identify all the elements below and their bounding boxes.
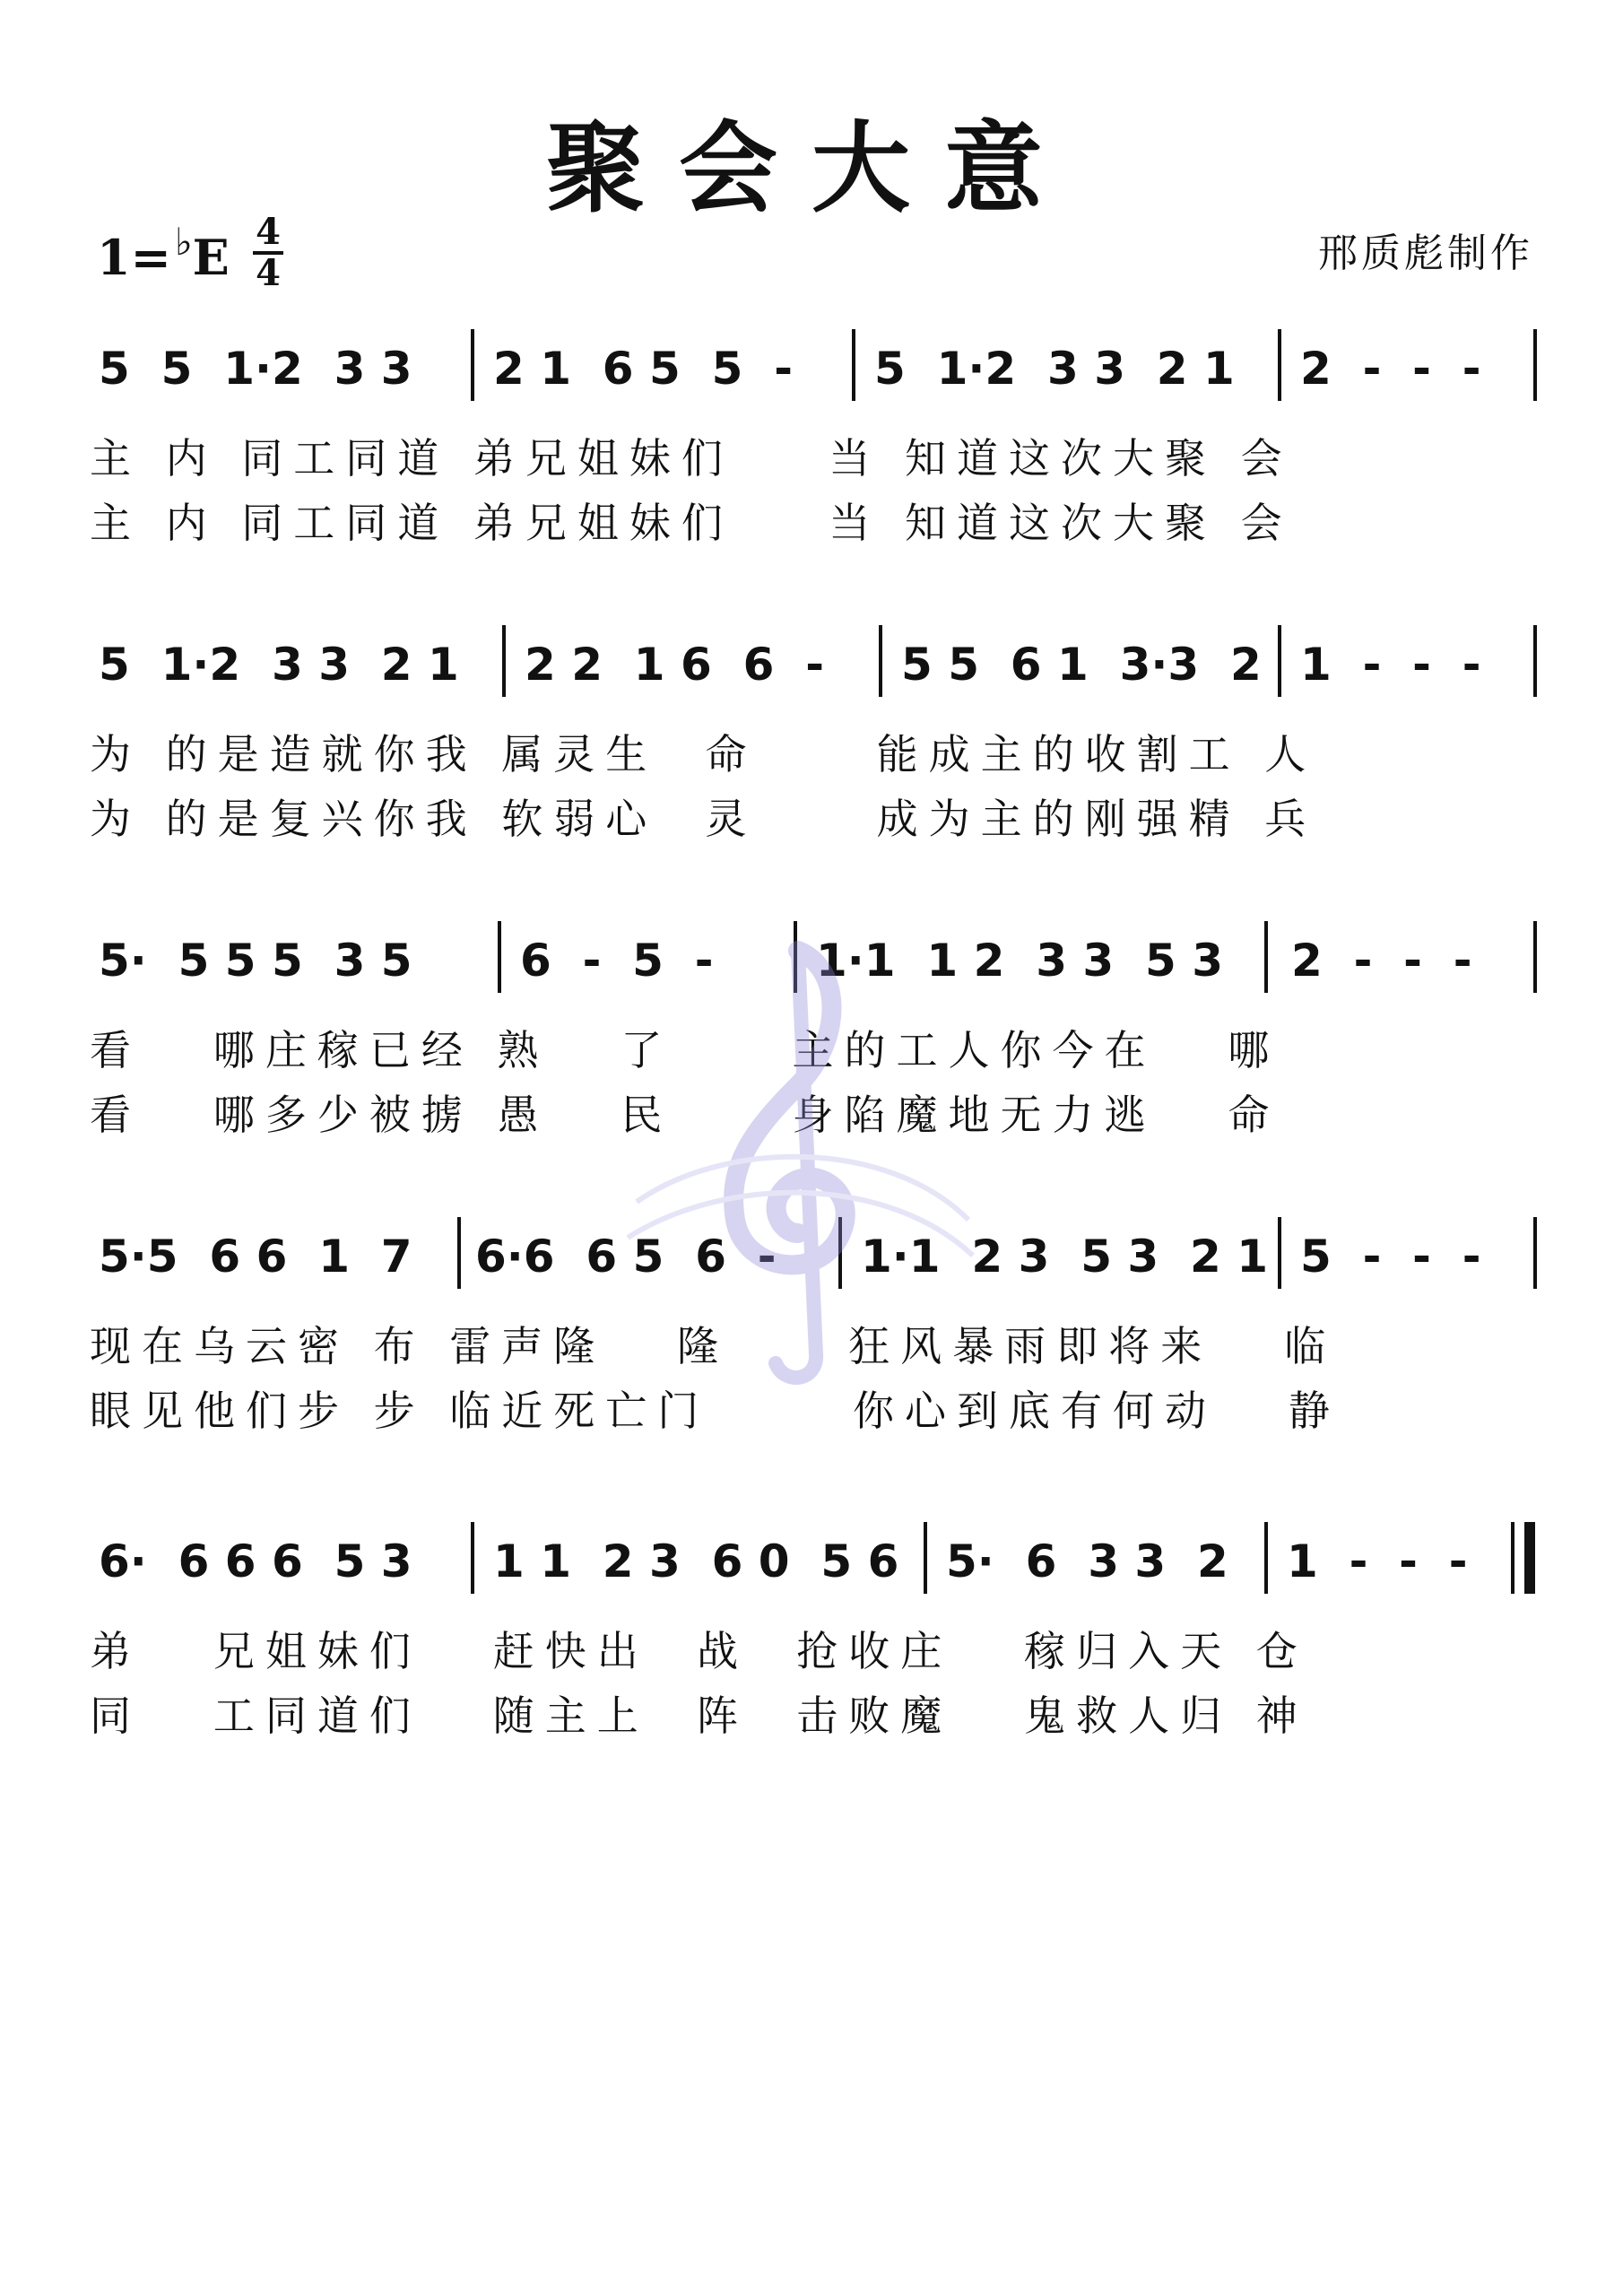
measure: 2 1 6 5 5 - [493,343,793,395]
measure: 5 5 1·2 3 3 [99,343,412,395]
measure: 5 1·2 3 3 2 1 [874,343,1235,395]
measure: 5 - - - [1300,1231,1481,1283]
barline [502,625,506,697]
key-signature [97,220,230,286]
measure: 5· 5 5 5 3 5 [99,935,412,987]
key-prefix: 1= [97,229,171,286]
time-signature [253,213,283,292]
barline [498,921,501,993]
measure: 6·6 6 5 6 - [475,1231,777,1283]
score-row [90,623,1542,851]
barline [1278,329,1281,401]
barline [1533,921,1537,993]
lyric-line: 看 哪多少被掳 愚 民 身陷魔地无力逃 命 [90,1091,1280,1139]
notation-line [90,623,1542,722]
final-barline-thin [1511,1522,1515,1594]
meter-top: 4 [256,211,281,253]
lyric-line: 弟 兄姐妹们 赶快出 战 抢收庄 稼归入天 仓 [90,1627,1308,1675]
lyric-line: 为 的是造就你我 属灵生 命 能成主的收割工 人 [90,730,1317,778]
barline [879,625,882,697]
barline [1278,1217,1281,1289]
notation-line [90,327,1542,426]
lyric-line: 同 工同道们 随主上 阵 击败魔 鬼救人归 神 [90,1692,1308,1740]
barline [1264,1522,1268,1594]
lyric-line: 现在乌云密 布 雷声隆 隆 狂风暴雨即将来 临 [90,1322,1337,1370]
barline [1264,921,1268,993]
notation-line [90,1520,1542,1619]
treble-clef-watermark-icon [619,933,977,1399]
measure: 5 1·2 3 3 2 1 [99,639,459,691]
author-credit: 邢质彪制作 [1318,230,1533,276]
lyric-line: 为 的是复兴你我 软弱心 灵 成为主的刚强精 兵 [90,795,1317,843]
barline [471,1522,474,1594]
measure: 1 - - - [1300,639,1481,691]
lyric-line: 看 哪庄稼已经 熟 了 主的工人你今在 哪 [90,1026,1280,1074]
score-row [90,1520,1542,1748]
meter-bottom: 4 [256,252,281,294]
score-row [90,327,1542,555]
flat-sign: ♭ [174,220,193,264]
measure: 5 5 6 1 3·3 2 [901,639,1262,691]
measure: 6· 6 6 6 5 3 [99,1535,412,1587]
barline [1278,625,1281,697]
measure: 2 - - - [1291,935,1472,987]
barline [852,329,855,401]
barline [471,329,474,401]
measure: 2 2 1 6 6 - [525,639,824,691]
lyric-line: 主 内 同工同道 弟兄姐妹们 当 知道这次大聚 会 [90,434,1293,483]
page-title: 聚会大意 [546,110,1077,226]
measure: 1 - - - [1287,1535,1468,1587]
measure: 1·1 1 2 3 3 5 3 [816,935,1223,987]
measure: 1 1 2 3 6 0 5 6 [493,1535,899,1587]
lyric-line: 眼见他们步 步 临近死亡门 你心到底有何动 静 [90,1387,1341,1435]
measure: 5·5 6 6 1 7 [99,1231,412,1283]
key-note: E [192,229,230,286]
barline [924,1522,927,1594]
measure: 6 - 5 - [520,935,714,987]
barline [1533,329,1537,401]
measure: 1·1 2 3 5 3 2 1 [861,1231,1268,1283]
measure: 2 - - - [1300,343,1481,395]
barline [457,1217,461,1289]
lyric-line: 主 内 同工同道 弟兄姐妹们 当 知道这次大聚 会 [90,499,1293,547]
barline [1533,1217,1537,1289]
measure: 5· 6 3 3 2 [946,1535,1228,1587]
barline [1533,625,1537,697]
final-barline-thick [1524,1522,1535,1594]
